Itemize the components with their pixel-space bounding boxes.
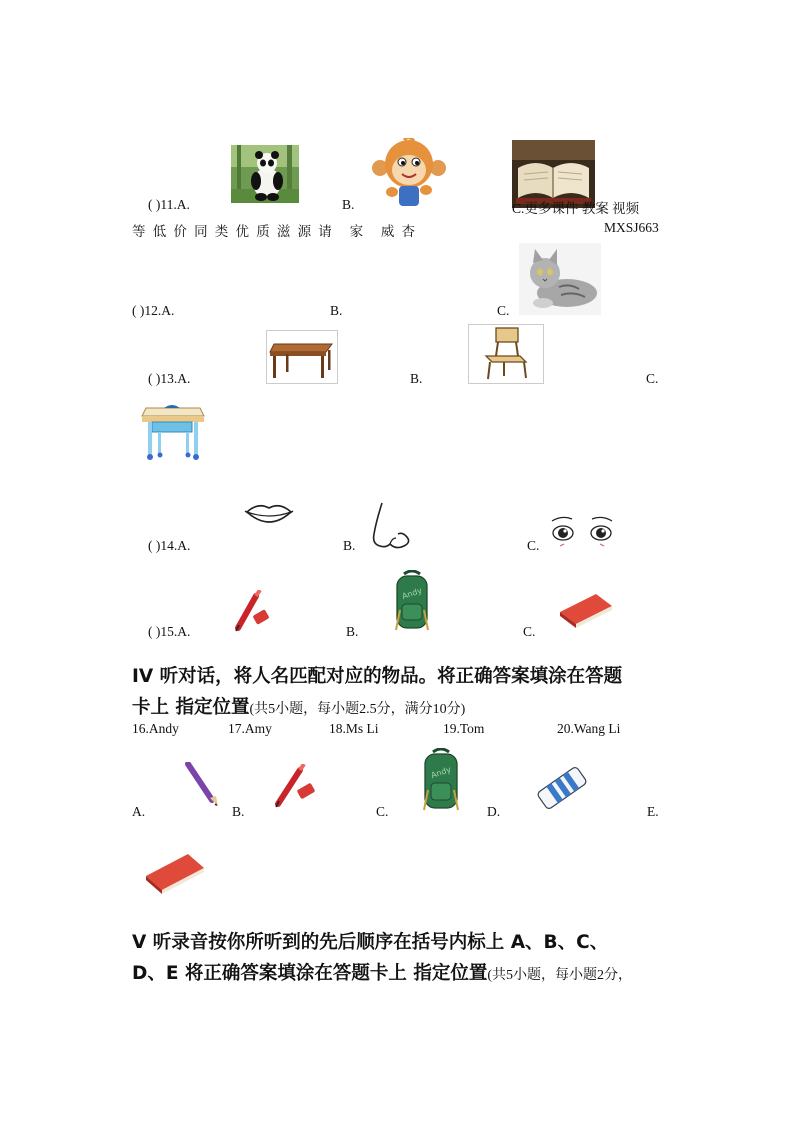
cat-image <box>519 243 601 315</box>
watermark-code: MXSJ663 <box>604 220 659 235</box>
table-image <box>266 330 338 384</box>
option-d: D. <box>487 804 501 819</box>
eraser-image <box>534 764 590 812</box>
schoolbag-image <box>392 570 432 634</box>
nose-image <box>368 500 416 552</box>
section5-title-line2 <box>132 959 632 985</box>
q12-option-b: B. <box>330 303 343 318</box>
name-wang-li: 20.Wang Li <box>557 721 621 736</box>
option-a: A. <box>132 804 146 819</box>
option-c: C. <box>376 804 389 819</box>
desk-image <box>140 400 206 462</box>
q12-option-c: C. <box>497 303 510 318</box>
q15-option-b: B. <box>346 624 359 639</box>
pencil-image <box>184 762 220 808</box>
q14-option-c: C. <box>527 538 540 553</box>
section4-title-line2 <box>132 693 465 719</box>
q11-label: ( )11.A. <box>148 197 190 212</box>
q12-label: ( )12.A. <box>132 303 175 318</box>
section5-title-line1: V 听录音按你所听到的先后顺序在括号内标上 A、B、C、 <box>132 932 609 953</box>
name-ms-li: 18.Ms Li <box>329 721 379 736</box>
section5-note: (共5小题，每小题2分， <box>487 968 633 983</box>
bag-label-text-2: Andy <box>429 764 453 781</box>
eyes-image <box>550 515 614 551</box>
q11-option-b: B. <box>342 197 355 212</box>
q11-option-c-overlap: C.更多课件 教案 视频 <box>512 201 640 216</box>
panda-image <box>231 145 299 203</box>
q14-label: ( )14.A. <box>148 538 191 553</box>
bag-label-text: Andy <box>400 585 424 602</box>
q13-label: ( )13.A. <box>148 371 191 386</box>
option-b: B. <box>232 804 245 819</box>
pen-image <box>232 590 270 632</box>
section5-title-line2-text: D、E 将正确答案填涂在答题卡上 指定位置 <box>132 963 488 984</box>
red-book-image <box>556 590 614 630</box>
q13-option-c: C. <box>646 371 659 386</box>
q15-option-c: C. <box>523 624 536 639</box>
q13-option-b: B. <box>410 371 423 386</box>
option-e: E. <box>647 804 659 819</box>
monkey-image <box>366 138 452 208</box>
mouth-image <box>244 500 294 528</box>
section4-note: (共5小题，每小题2.5分，满分10分) <box>249 702 466 717</box>
name-amy: 17.Amy <box>228 721 272 736</box>
section4-title-line1: IV 听对话，将人名匹配对应的物品。将正确答案填涂在答题 <box>132 666 623 687</box>
q15-label: ( )15.A. <box>148 624 191 639</box>
red-book-image-2 <box>142 850 208 896</box>
q14-option-b: B. <box>343 538 356 553</box>
name-andy: 16.Andy <box>132 721 179 736</box>
watermark-text: 等低价同类优质滋源请 家 威杏 <box>132 224 423 239</box>
pen-image-2 <box>272 764 318 808</box>
chair-image <box>468 324 544 384</box>
name-tom: 19.Tom <box>443 721 485 736</box>
section4-title-line2-text: 卡上 指定位置 <box>132 697 250 718</box>
schoolbag-image-2 <box>420 748 462 814</box>
